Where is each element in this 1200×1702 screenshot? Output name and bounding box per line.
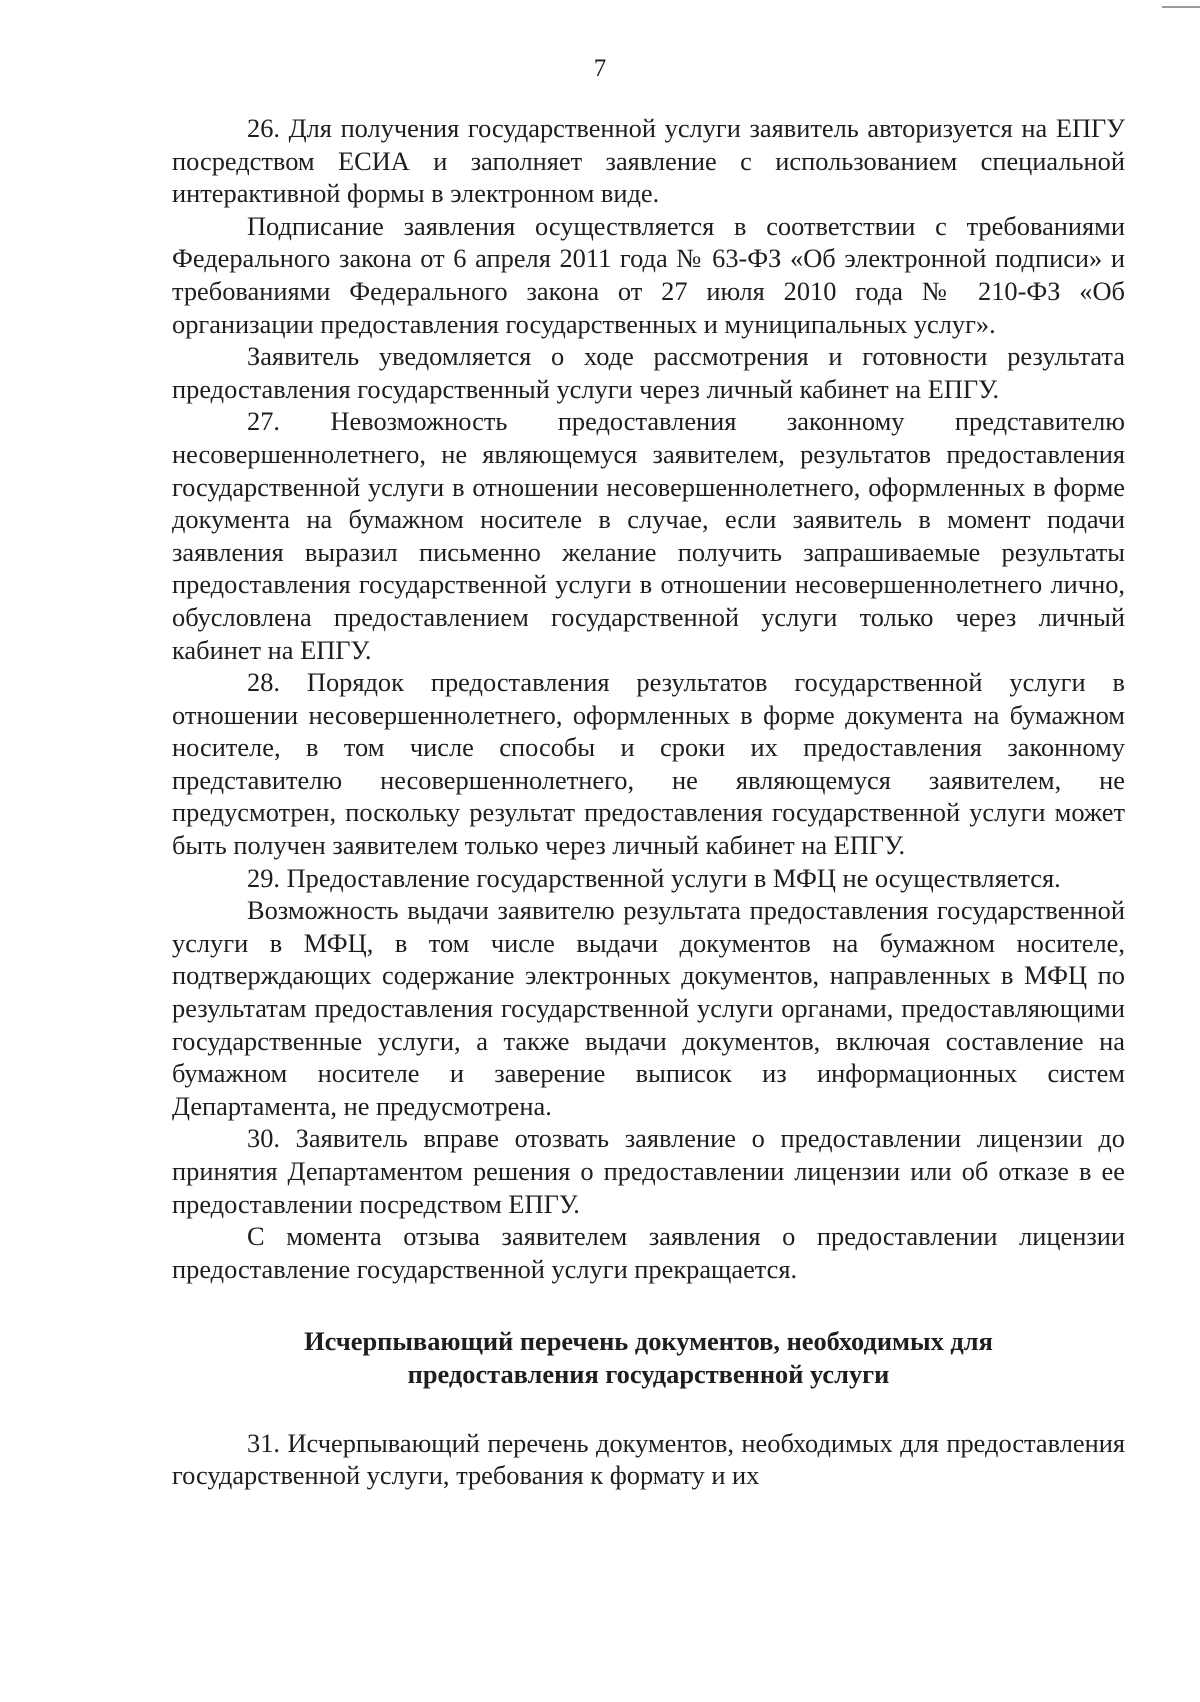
paragraph-withdrawal: С момента отзыва заявителем заявления о предоставлении лицензии предоставление государственной услуги прекращается.	[172, 1221, 1125, 1284]
page-number: 7	[593, 55, 607, 82]
scan-edge-mark	[1162, 6, 1200, 8]
paragraph-26: 26. Для получения государственной услуги заявитель авторизуется на ЕПГУ посредством ЕСИА и заполняет заявление с использованием специальной интерактивной формы в электронном виде.	[172, 113, 1125, 209]
paragraph-mfc-possibility: Возможность выдачи заявителю результата предоставления государственной услуги в МФЦ, в том числе выдачи документов на бумажном носителе, подтверждающих содержание электронных документов, направленных в МФЦ по результатам предоставления государственной услуги органами, предоставляющими государственные услуги, а также выдачи документов, включая составление на бумажном носителе и заверение выписок из информационных систем Департамента, не предусмотрена.	[172, 895, 1125, 1121]
paragraph-30: 30. Заявитель вправе отозвать заявление о предоставлении лицензии до принятия Департаментом решения о предоставлении лицензии или об отказе в ее предоставлении посредством ЕПГУ.	[172, 1123, 1125, 1219]
paragraph-notification: Заявитель уведомляется о ходе рассмотрения и готовности результата предоставления государственный услуги через личный кабинет на ЕПГУ.	[172, 341, 1125, 404]
document-body	[172, 112, 1125, 1492]
paragraph-27: 27. Невозможность предоставления законному представителю несовершеннолетнего, не являющемуся заявителем, результатов предоставления государственной услуги в отношении несовершеннолетнего, оформленных в форме документа на бумажном носителе в случае, если заявитель в момент подачи заявления выразил письменно желание получить запрашиваемые результаты предоставления государственной услуги в отношении несовершеннолетнего лично, обусловлена предоставлением государственной услуги только через личный кабинет на ЕПГУ.	[172, 406, 1125, 665]
paragraph-29: 29. Предоставление государственной услуги в МФЦ не осуществляется.	[247, 862, 1061, 893]
paragraph-signing: Подписание заявления осуществляется в соответствии с требованиями Федерального закона от 6 апреля 2011 года № 63-ФЗ «Об электронной подписи» и требованиями Федерального закона от 27 июля 2010 года № 210-ФЗ «Об организации предоставления государственных и муниципальных услуг».	[172, 210, 1125, 339]
section-heading: Исчерпывающий перечень документов, необходимых для предоставления государственной услуги	[304, 1326, 993, 1389]
paragraph-31: 31. Исчерпывающий перечень документов, необходимых для предоставления государственной услуги, требования к формату и их	[172, 1427, 1125, 1491]
paragraph-28: 28. Порядок предоставления результатов государственной услуги в отношении несовершеннолетнего, оформленных в форме документа на бумажном носителе, в том числе способы и сроки их предоставления законному представителю несовершеннолетнего, не являющемуся заявителем, не предусмотрен, поскольку результат предоставления государственной услуги может быть получен заявителем только через личный кабинет на ЕПГУ.	[172, 667, 1125, 861]
